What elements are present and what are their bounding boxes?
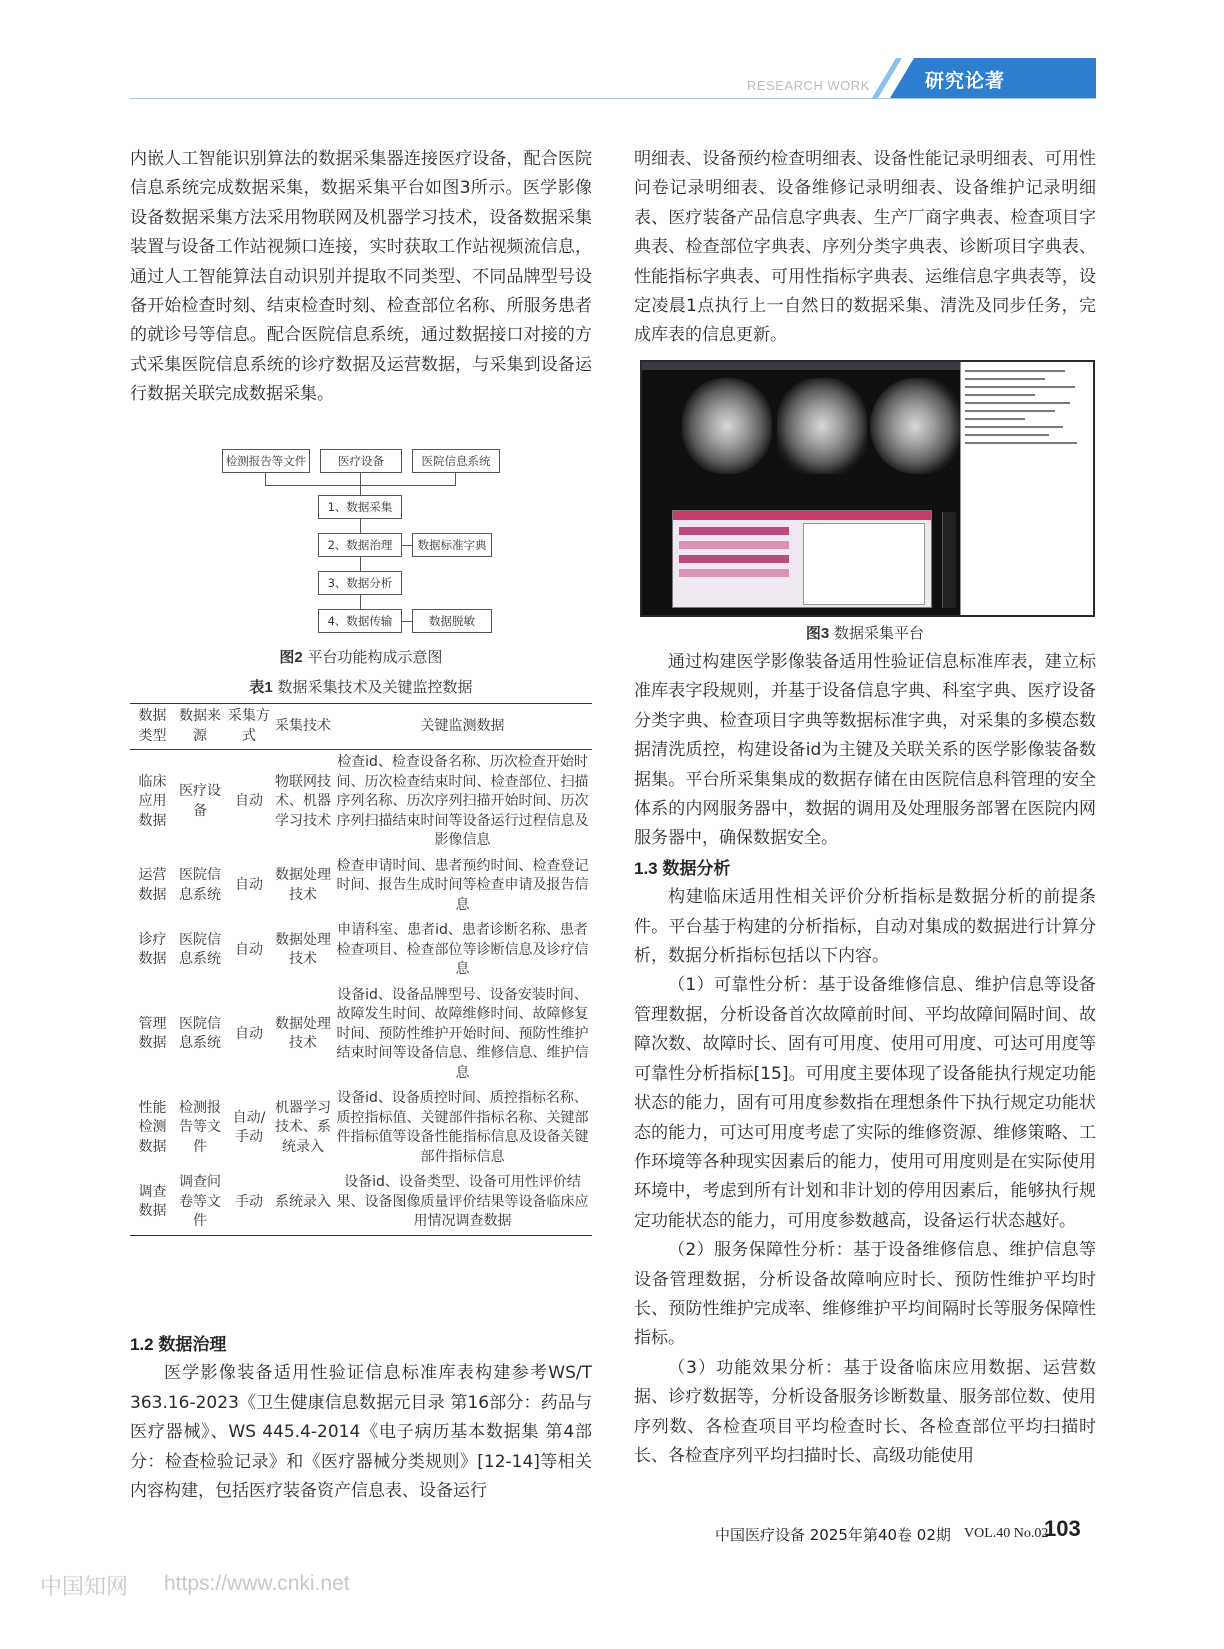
flow-connector [455,473,456,485]
log-line [965,426,1063,428]
figure-2-label: 图2 [279,649,303,666]
figure-3-screenshot [640,360,1095,617]
log-line [965,378,1045,380]
sequence-row [679,569,789,577]
table-cell: 设备id、设备质控时间、质控指标名称、质控指标值、关键部件指标名称、关键部件指标值等设备性能指标信息及设备关键部件指标信息 [336,1090,589,1165]
flow-step-collect: 1、数据采集 [318,495,402,519]
table-header-cell: 数据来源 [175,704,225,750]
table-cell: 机器学习技术、系统录入 [275,1099,331,1155]
table-cell: 医院信息系统 [179,1015,221,1052]
page-number: 103 [1044,1516,1081,1541]
table-row [130,1170,592,1235]
paragraph-data-governance: 医学影像装备适用性验证信息标准库表构建参考WS/T 363.16-2023《卫生健康信息数据元目录 第16部分：药品与医疗器械》、WS 445.4-2014《电子病历基本数据集 第4部分：检查检验记录》和《医疗器械分类规则》[12-14]等相关内容构建，包括医疗装备资产信息表、设备运行 [130,1363,592,1502]
table-cell: 管理数据 [138,1015,167,1052]
flow-connector [360,519,361,533]
flow-side-standard-dict: 数据标准字典 [412,533,492,557]
table-cell: 申请科室、患者id、患者诊断名称、患者检查项目、检查部位等诊断信息及诊疗信息 [336,922,589,977]
sequence-row [679,555,789,563]
table-1-label: 表1 [249,679,273,696]
table-cell: 检查id、检查设备名称、历次检查开始时间、历次检查结束时间、检查部位、扫描序列名称、历次序列扫描开始时间、历次序列扫描结束时间等设备运行过程信息及影像信息 [336,754,589,848]
table-row [130,854,592,919]
table-cell: 调查数据 [138,1183,167,1220]
sequence-dialog [672,510,932,608]
paragraph-data-collection: 内嵌人工智能识别算法的数据采集器连接医疗设备，配合医院信息系统完成数据采集，数据采集平台如图3所示。医学影像设备数据采集方法采用物联网及机器学习技术，设备数据采集装置与设备工作站视频口连接，实时获取工作站视频流信息，通过人工智能算法自动识别并提取不同类型、不同品牌型号设备开始检查时刻、结束检查时刻、检查部位名称、所服务患者的就诊号等信息。配合医院信息系统，通过数据接口对接的方式采集医院信息系统的诊疗数据及运营数据，与采集到设备运行数据关联完成数据采集。 [130,149,592,405]
table-cell: 调查问卷等文件 [179,1174,221,1229]
log-line [965,418,1025,420]
mri-axial-image [682,378,772,474]
table-row [130,1086,592,1170]
table-1 [130,703,592,1236]
viewer-menu-bar [642,362,960,370]
figure-3-caption [634,622,1096,643]
table-cell: 自动 [235,877,263,893]
table-cell: 性能检测数据 [138,1099,167,1155]
sequence-row [679,527,789,535]
figure-3-title: 数据采集平台 [834,624,925,642]
table-cell: 设备id、设备品牌型号、设备安装时间、故障发生时间、故障维修时间、故障修复时间、预防性维护开始时间、预防性维护结束时间等设备信息、维修信息、维护信息 [336,986,589,1081]
table-cell: 医疗设备 [179,783,221,819]
table-cell: 诊疗数据 [138,931,167,968]
table-header-row [130,704,592,750]
flow-step-govern: 2、数据治理 [318,533,402,557]
figure-3-label: 图3 [805,625,830,642]
flow-connector [360,557,361,571]
table-cell: 自动 [235,1025,263,1042]
table-header-cell: 采集技术 [273,704,333,750]
flow-connector [402,545,412,546]
figure-2-title: 平台功能构成示意图 [307,648,443,666]
table-cell: 自动 [235,941,263,958]
sequence-dialog-header [673,511,931,520]
log-line [965,410,1055,412]
figure-2-caption [130,646,592,667]
footer-journal: 中国医疗设备 2025年第40卷 02期 [715,1526,951,1544]
sequence-options-panel [803,523,925,605]
flow-connector [360,595,361,609]
flow-connector [402,621,412,622]
table-1-caption [130,676,592,697]
footer-volume: VOL.40 No.02 [964,1526,1049,1541]
table-cell: 系统录入 [275,1193,331,1210]
table-cell: 运营数据 [138,867,167,903]
table-cell: 数据处理技术 [275,931,331,968]
log-line [965,442,1077,444]
paragraph-analysis-intro: 构建临床适用性相关评价分析指标是数据分析的前提条件。平台基于构建的分析指标，自动对集成的数据进行计算分析，数据分析指标包括以下内容。 [634,887,1096,967]
flow-connector [360,473,361,485]
table-header-cell: 采集方式 [225,704,273,750]
viewer-toolbar [942,512,956,608]
table-1-title: 数据采集技术及关键监控数据 [277,678,473,696]
flow-box-medical-device: 医疗设备 [320,449,402,473]
table-cell: 检查申请时间、患者预约时间、检查登记时间、报告生成时间等检查申请及报告信息 [336,857,589,913]
figure-2-flowchart [218,449,508,639]
log-line [965,402,1070,404]
flow-connector [265,473,266,485]
table-cell: 数据处理技术 [275,867,331,903]
paragraph-standard-library: 通过构建医学影像装备适用性验证信息标准库表，建立标准库表字段规则，并基于设备信息字典、科室字典、医疗设备分类字典、检查项目字典等数据标准字典，对采集的多模态数据清洗质控，构建设备id为主键及关联关系的医学影像装备数据集。平台所采集集成的数据存储在由医院信息科管理的安全体系的内网服务器中，数据的调用及处理服务部署在医院内网服务器中，确保数据安全。 [634,652,1096,849]
table-cell: 医院信息系统 [179,931,221,968]
log-window [960,362,1093,615]
paragraph-functional-effect: （3）功能效果分析：基于设备临床应用数据、运营数据、诊疗数据等，分析设备服务诊断数量、服务部位数、使用序列数、各检查项目平均检查时长、各检查部位平均扫描时长、各检查序列平均扫描时长、高级功能使用 [634,1357,1096,1466]
log-line [965,370,1065,372]
table-cell: 临床应用数据 [138,773,167,829]
table-header-cell: 关键监测数据 [333,704,592,750]
header-rule [130,98,1096,99]
flow-box-hospital-info-system: 医院信息系统 [412,449,500,473]
flow-step-transmit: 4、数据传输 [318,609,402,633]
paragraph-service-support: （2）服务保障性分析：基于设备维修信息、维护信息等设备管理数据，分析设备故障响应时长、预防性维护平均时长、预防性维护完成率、维修维护平均间隔时长等服务保障性指标。 [634,1240,1096,1349]
right-column-bottom [634,648,1096,1471]
flow-connector [360,485,361,495]
table-row [130,750,592,854]
table-header-cell: 数据类型 [130,704,175,750]
table-cell: 设备id、设备类型、设备可用性评价结果、设备图像质量评价结果等设备临床应用情况调查数据 [336,1174,589,1229]
table-cell: 物联网技术、机器学习技术 [275,773,331,829]
flow-step-analyze: 3、数据分析 [318,571,402,595]
left-column-bottom [130,1330,592,1506]
table-cell: 自动/手动 [232,1109,266,1145]
header-section-en: RESEARCH WORK [747,78,870,93]
mri-coronal-image [777,378,867,474]
mri-sagittal-image [870,378,960,474]
paragraph-table-list: 明细表、设备预约检查明细表、设备性能记录明细表、可用性问卷记录明细表、设备维修记录明细表、设备维护记录明细表、医疗装备产品信息字典表、生产厂商字典表、检查项目字典表、检查部位字典表、序列分类字典表、诊断项目字典表、性能指标字典表、可用性指标字典表、运维信息字典表等，设定凌晨1点执行上一自然日的数据采集、清洗及同步任务，完成库表的信息更新。 [634,149,1096,346]
log-line [965,394,1035,396]
table-cell: 手动 [235,1193,263,1210]
log-line [965,386,1075,388]
section-heading-1-2: 1.2 数据治理 [130,1335,227,1354]
watermark-url: https://www.cnki.net [164,1572,350,1595]
log-line [965,434,1049,436]
watermark-cnki: 中国知网 [40,1575,129,1600]
sequence-row [679,541,789,549]
flow-side-desensitize: 数据脱敏 [412,609,492,633]
table-row [130,918,592,983]
table-cell: 检测报告等文件 [179,1099,221,1155]
table-cell: 医院信息系统 [179,867,221,903]
header-section-title: 研究论著 [925,70,1006,92]
flow-box-report-files: 检测报告等文件 [222,449,310,473]
section-heading-1-3: 1.3 数据分析 [634,858,731,878]
table-cell: 数据处理技术 [275,1015,331,1052]
table-row [130,983,592,1087]
left-column-top [130,145,592,410]
paragraph-reliability: （1）可靠性分析：基于设备维修信息、维护信息等设备管理数据，分析设备首次故障前时间、平均故障间隔时间、故障次数、故障时长、固有可用度、使用可用度、可达可用度等可靠性分析指标[15]。可用度主要体现了设备能执行规定功能状态的能力，固有可用度参数指在理想条件下执行规定功能状态的能力，可达可用度考虑了实际的维修资源、维修策略、工作环境等各种现实因素后的能力，使用可用度则是在实际使用环境中，考虑到所有计划和非计划的停用因素后，能够执行规定功能状态的能力，可用度参数越高，设备运行状态越好。 [634,975,1096,1231]
right-column-top [634,145,1096,351]
table-cell: 自动 [235,793,263,809]
